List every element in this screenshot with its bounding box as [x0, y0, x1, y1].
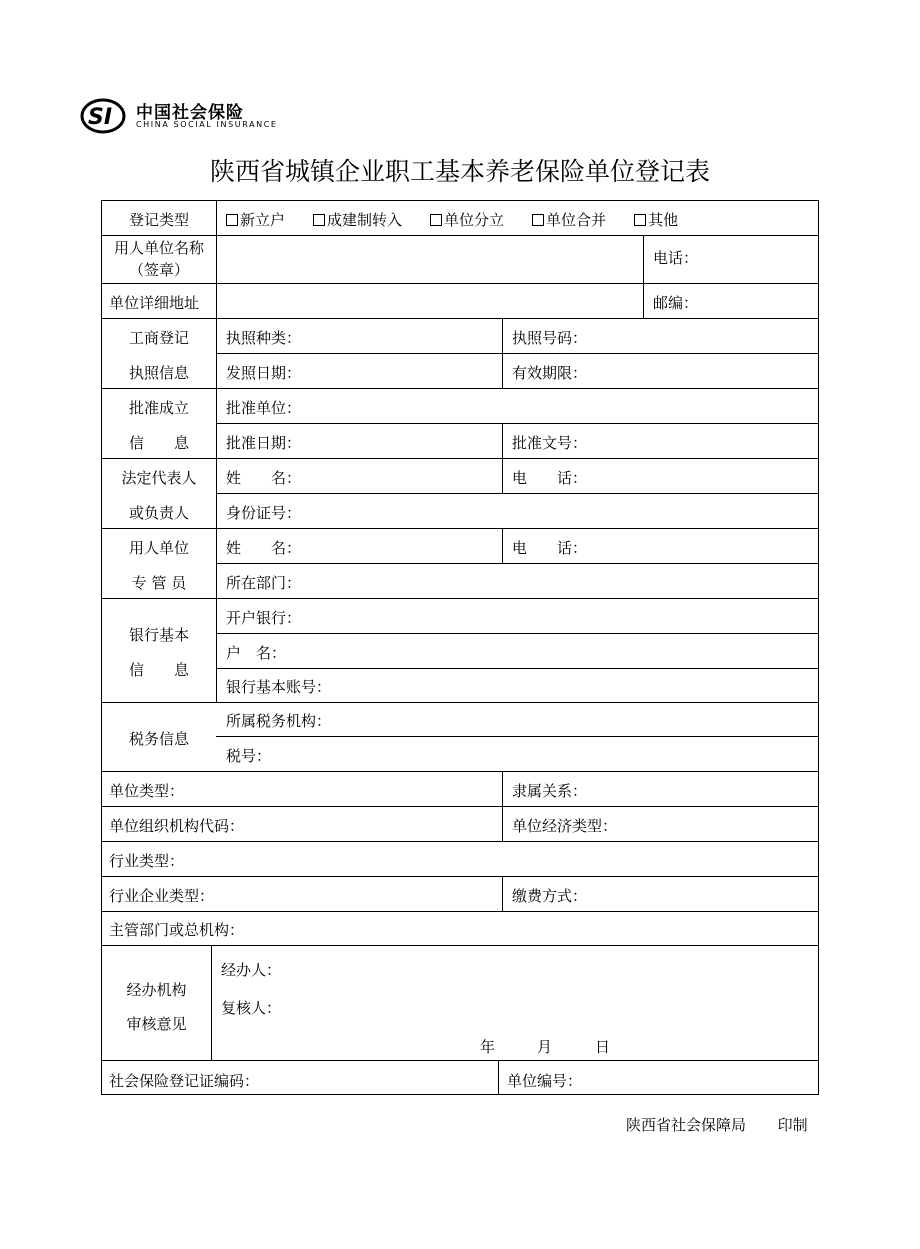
registration-form [101, 200, 819, 1095]
biz-reg-label: 工商登记 [128, 329, 189, 347]
tax-authority-field[interactable]: 所属税务机构： [226, 712, 332, 730]
unit-type-field[interactable]: 单位类型： [109, 782, 185, 800]
si-logo-icon [80, 96, 132, 136]
tax-number-field[interactable]: 税号： [226, 747, 272, 765]
page-title: 陕西省城镇企业职工基本养老保险单位登记表 [209, 157, 710, 186]
license-info-label: 执照信息 [128, 364, 189, 382]
phone-label: 电话： [653, 249, 699, 267]
ss-reg-number-field[interactable]: 社会保险登记证编码： [109, 1072, 260, 1090]
month-label: 月 [537, 1038, 553, 1056]
option-new-account[interactable]: 新立户 [226, 211, 285, 229]
bank-account-field[interactable]: 银行基本账号： [226, 678, 332, 696]
legal-rep-label-2: 或负责人 [128, 504, 189, 522]
year-label: 年 [480, 1038, 496, 1056]
department-field[interactable]: 所在部门： [226, 574, 302, 592]
approval-label: 批准成立 [128, 399, 189, 417]
handler-field[interactable]: 经办人： [221, 961, 282, 979]
china-social-insurance-logo [80, 96, 280, 136]
review-label: 经办机构 [126, 981, 187, 999]
svg-text:SI: SI [88, 105, 113, 130]
approval-date-field[interactable]: 批准日期： [226, 434, 302, 452]
print-text: 印制 [777, 1116, 808, 1134]
license-type-field[interactable]: 执照种类： [226, 329, 302, 347]
valid-period-field[interactable]: 有效期限： [512, 364, 588, 382]
industry-enterprise-type-field[interactable]: 行业企业类型： [109, 887, 215, 905]
reviewer-field[interactable]: 复核人： [221, 999, 282, 1017]
address-label: 单位详细地址 [109, 294, 200, 312]
clerk-phone-field[interactable]: 电 话： [512, 539, 588, 557]
bank-label: 银行基本 [128, 626, 189, 644]
option-other[interactable]: 其他 [634, 211, 678, 229]
checkbox-icon [313, 214, 325, 226]
approval-info-label: 信 息 [128, 434, 189, 452]
clerk-label: 用人单位 [128, 539, 189, 557]
option-group-transfer[interactable]: 成建制转入 [313, 211, 402, 229]
issuer-text: 陕西省社会保障局 [626, 1116, 747, 1134]
legal-rep-phone-field[interactable]: 电 话： [512, 469, 588, 487]
clerk-name-field[interactable]: 姓 名： [226, 539, 302, 557]
checkbox-icon [430, 214, 442, 226]
approval-doc-field[interactable]: 批准文号： [512, 434, 588, 452]
reg-type-options [226, 211, 816, 230]
checkbox-icon [634, 214, 646, 226]
approval-unit-field[interactable]: 批准单位： [226, 399, 302, 417]
id-number-field[interactable]: 身份证号： [226, 504, 302, 522]
industry-type-field[interactable]: 行业类型： [109, 852, 185, 870]
day-label: 日 [595, 1038, 611, 1056]
footer [626, 1114, 808, 1135]
account-name-field[interactable]: 户 名： [226, 644, 287, 662]
issue-date-field[interactable]: 发照日期： [226, 364, 302, 382]
logo-english-text: CHINA SOCIAL INSURANCE [136, 120, 278, 129]
postcode-label: 邮编： [653, 294, 699, 312]
reg-type-label: 登记类型 [128, 211, 189, 229]
option-split[interactable]: 单位分立 [430, 211, 504, 229]
address-field[interactable] [216, 283, 643, 318]
unit-number-field[interactable]: 单位编号： [507, 1072, 583, 1090]
clerk-label-2: 专 管 员 [131, 574, 187, 592]
review-opinion-label: 审核意见 [126, 1015, 187, 1033]
tax-label: 税务信息 [128, 730, 189, 748]
checkbox-icon [532, 214, 544, 226]
employer-name-field[interactable] [216, 235, 643, 283]
bank-name-field[interactable]: 开户银行： [226, 609, 302, 627]
economic-type-field[interactable]: 单位经济类型： [512, 817, 618, 835]
option-merge[interactable]: 单位合并 [532, 211, 606, 229]
legal-rep-label: 法定代表人 [121, 469, 197, 487]
affiliation-field[interactable]: 隶属关系： [512, 782, 588, 800]
logo-chinese-text: 中国社会保险 [136, 103, 244, 123]
checkbox-icon [226, 214, 238, 226]
bank-info-label: 信 息 [128, 661, 189, 679]
license-number-field[interactable]: 执照号码： [512, 329, 588, 347]
employer-seal-label: （签章） [128, 261, 189, 279]
org-code-field[interactable]: 单位组织机构代码： [109, 817, 245, 835]
supervisor-field[interactable]: 主管部门或总机构： [109, 921, 245, 939]
employer-name-label: 用人单位名称 [113, 239, 204, 257]
payment-method-field[interactable]: 缴费方式： [512, 887, 588, 905]
legal-rep-name-field[interactable]: 姓 名： [226, 469, 302, 487]
